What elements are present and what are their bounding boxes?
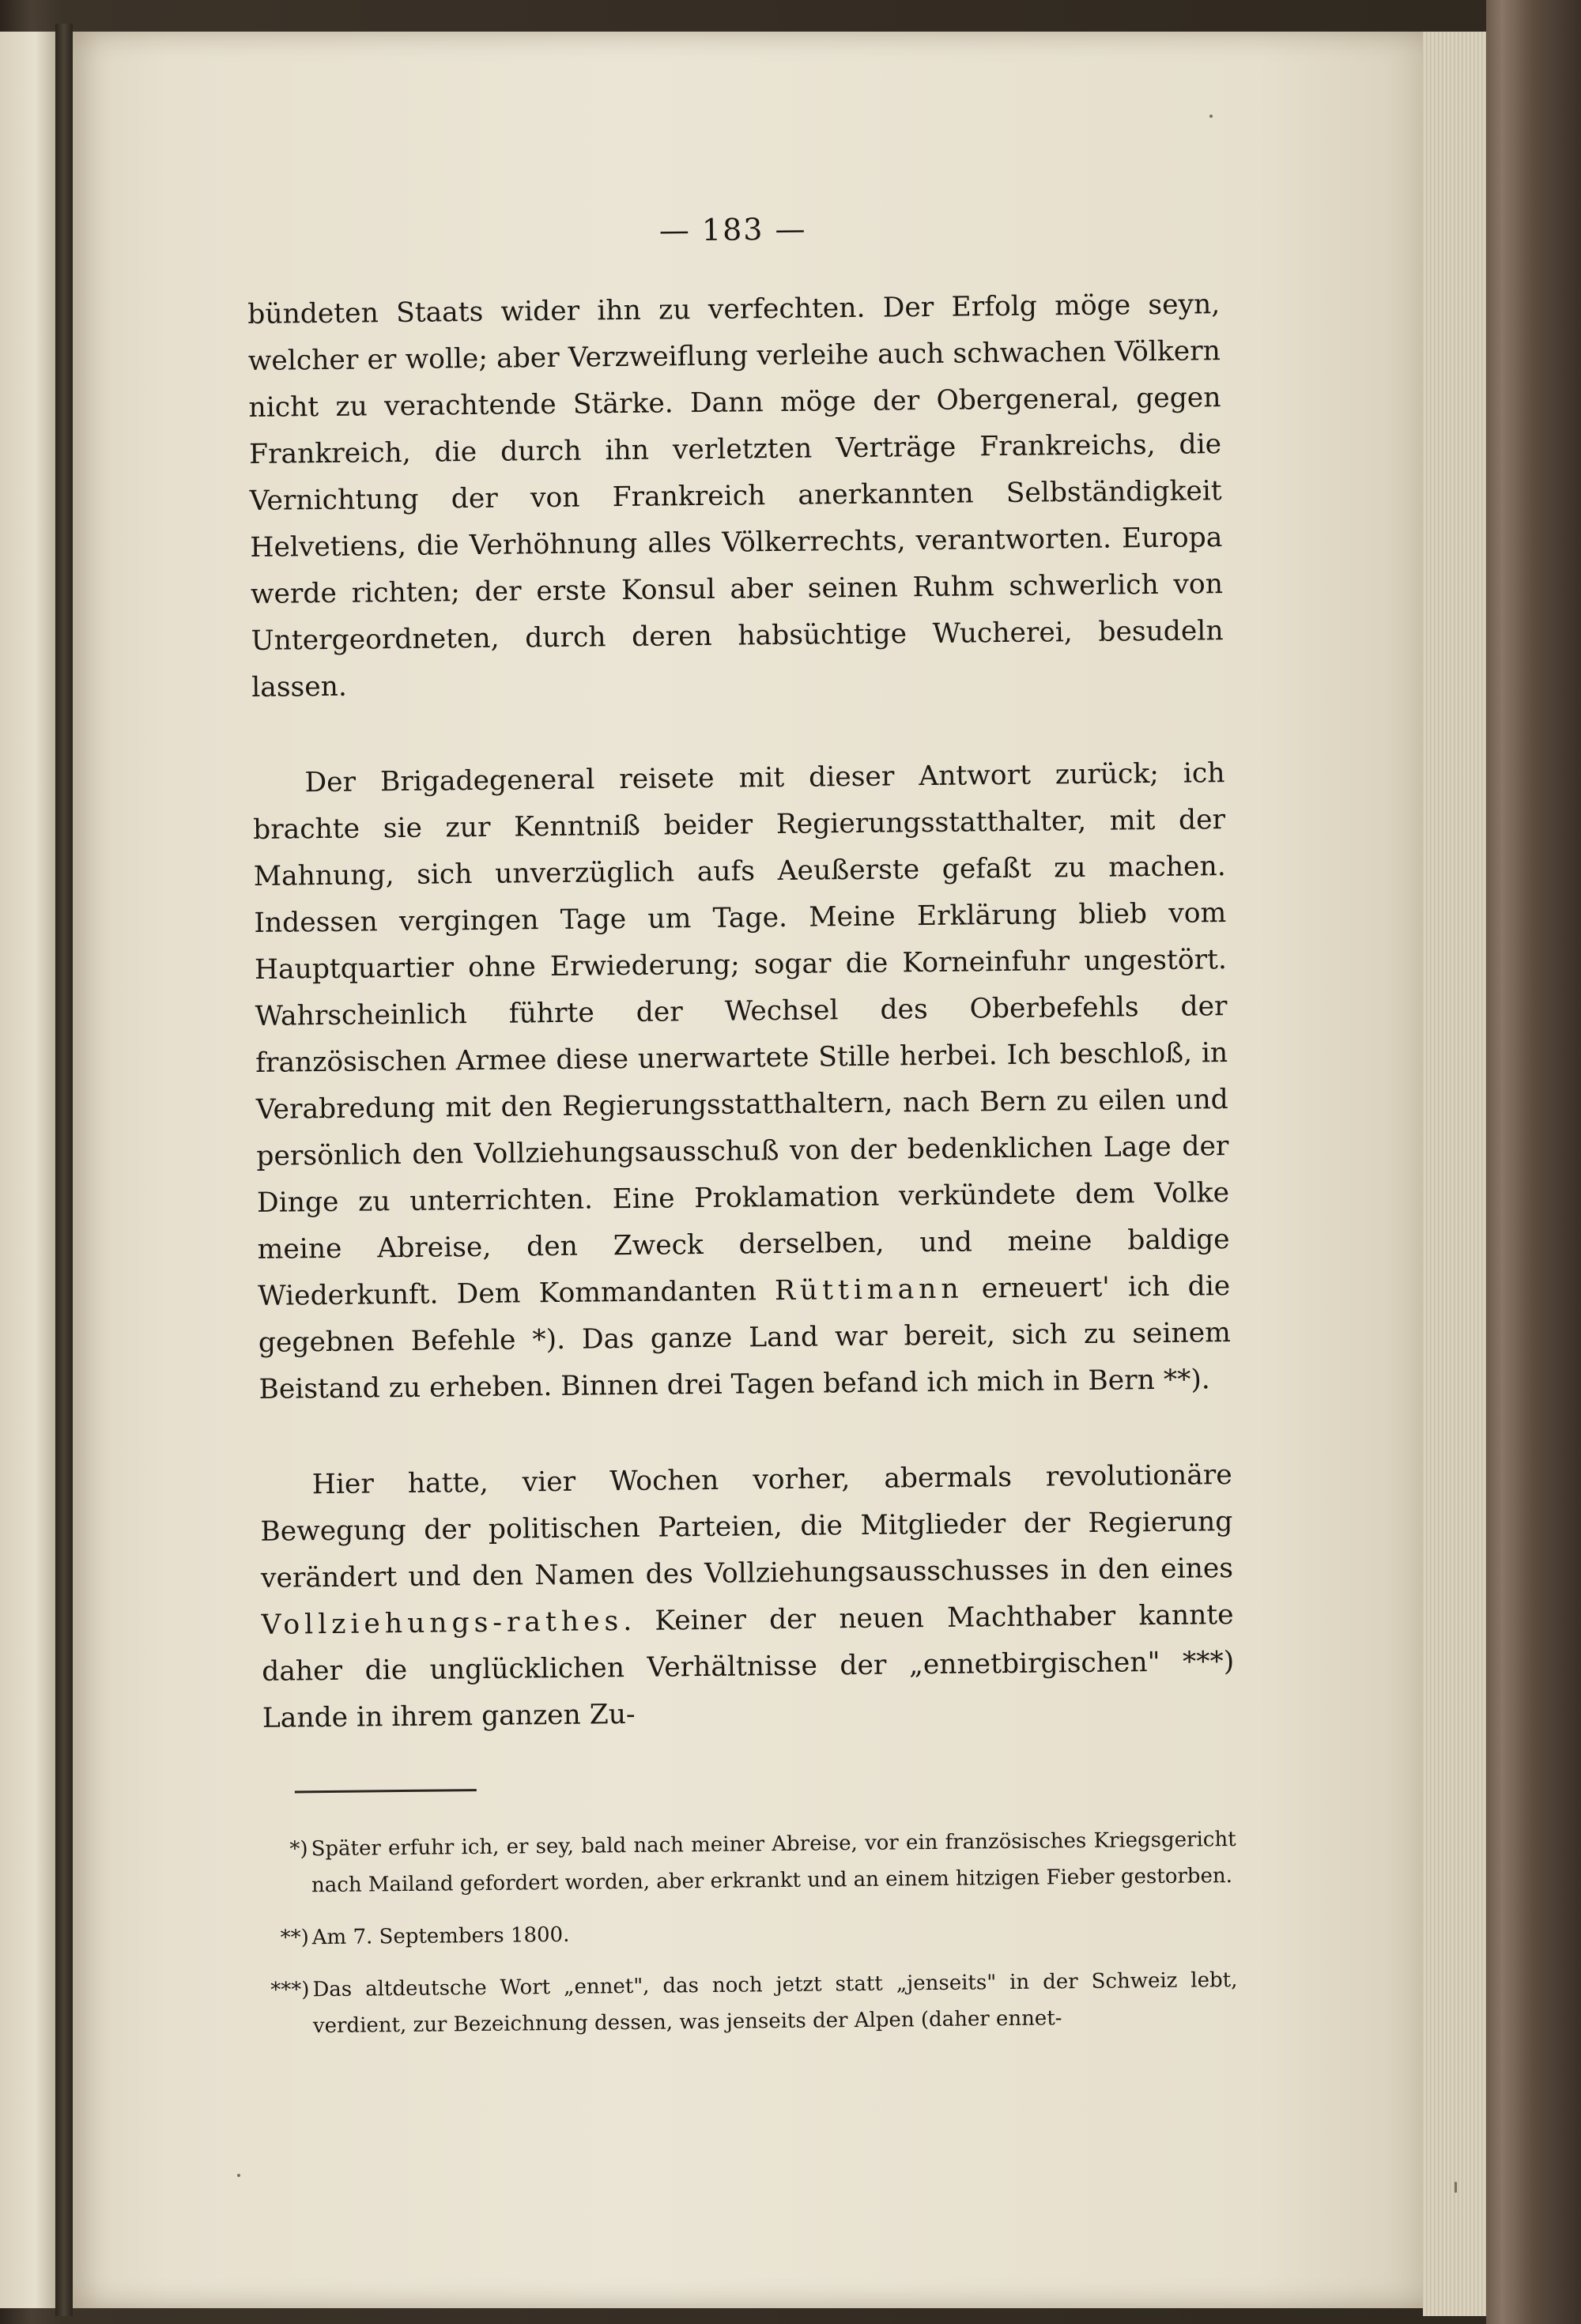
- footnote-2-text: Am 7. Septembers 1800.: [311, 1922, 570, 1950]
- paragraph-2-text: Der Brigadegeneral reisete mit dieser Antwort zurück; ich brachte sie zur Kenntniß beider Regierungsstatthalter, mit der Mahnung, sich unverzüglich aufs Aeußerste gefaßt zu machen. Indessen vergingen Tage um Tage. Meine Erklärung blieb vom Hauptquartier ohne Erwiederung; sogar die Korneinfuhr ungestört. Wahrscheinlich führte der Wechsel des Oberbefehls der französischen Armee diese unerwartete Stille herbei. Ich beschloß, in Verabredung mit den Regierungsstatthaltern, nach Bern zu eilen und persönlich den Vollziehungsausschuß von der bedenklichen Lage der Dinge zu unterrichten. Eine Proklamation verkündete dem Volke meine Abreise, den Zweck derselben, und meine baldige Wiederkunft. Dem Kommandanten: [252, 757, 1230, 1312]
- name-ruettimann: Rüttimann: [774, 1273, 964, 1307]
- paper-speck: [1209, 115, 1213, 118]
- paragraph-1: bündeten Staats wider ihn zu verfechten. Der Erfolg möge seyn, welcher er wolle; aber Verzweiflung verleihe auch schwachen Völkern nicht zu verachtende Stärke. Dann möge der Obergeneral, gegen Frankreich, die durch ihn verletzten Verträge Frankreichs, die Vernichtung der von Frankreich anerkannten Selbständigkeit Helvetiens, die Verhöhnung alles Völkerrechts, verantworten. Europa werde richten; der erste Konsul aber seinen Ruhm schwerlich von Untergeordneten, durch deren habsüchtige Wucherei, besudeln lassen.: [247, 289, 1224, 704]
- term-vollziehungsrathes: Vollziehungs-rathes: [261, 1605, 624, 1641]
- left-page-edge: [0, 32, 55, 2308]
- footnote-1-mark: *): [289, 1837, 308, 1862]
- paper-speck: [1455, 2182, 1457, 2193]
- paper-speck: [237, 2174, 240, 2177]
- footnote-2-mark: **): [280, 1926, 309, 1950]
- paragraph-3: [259, 1452, 1235, 1742]
- page-number: — 183 —: [658, 211, 807, 248]
- footnote-2: [280, 1910, 1237, 1956]
- page-stack-edge: [1423, 32, 1486, 2316]
- paragraph-3-text: Hier hatte, vier Wochen vorher, abermals revolutionäre Bewegung der politischen Parteien, die Mitglieder der Regierung verändert und den Namen des Vollziehungsausschusses in den eines: [260, 1459, 1234, 1594]
- footnote-divider: [295, 1789, 477, 1793]
- paragraph-2: [252, 750, 1232, 1413]
- paragraph-3-continuation: . Keiner der neuen Machthaber kannte daher die unglücklichen Verhältnisse der „ennetbirgischen" ***) Lande in ihrem ganzen Zu-: [262, 1599, 1235, 1734]
- footnote-3-text: Das altdeutsche Wort „ennet", das noch jetzt statt „jenseits" in der Schweiz lebt, verdient, zur Bezeichnung dessen, was jenseits der Alpen (daher ennet-: [312, 1967, 1238, 2039]
- paragraph-2-continuation: erneuert' ich die gegebnen Befehle *). Das ganze Land war bereit, sich zu seinem Beistand zu erheben. Binnen drei Tagen befand ich mich in Bern **).: [258, 1270, 1232, 1405]
- footnote-3: [270, 1962, 1238, 2044]
- book-gutter: [55, 24, 73, 2316]
- footnote-1-text: Später erfuhr ich, er sey, bald nach meiner Abreise, vor ein französisches Kriegsgericht nach Mailand gefordert worden, aber erkrankt und an einem hitzigen Fieber gestorben.: [311, 1828, 1236, 1898]
- page-text-block: [247, 207, 1238, 2061]
- book-cover-edge: [1486, 0, 1581, 2324]
- footnote-1: [289, 1821, 1236, 1903]
- footnote-3-mark: ***): [270, 1978, 310, 2002]
